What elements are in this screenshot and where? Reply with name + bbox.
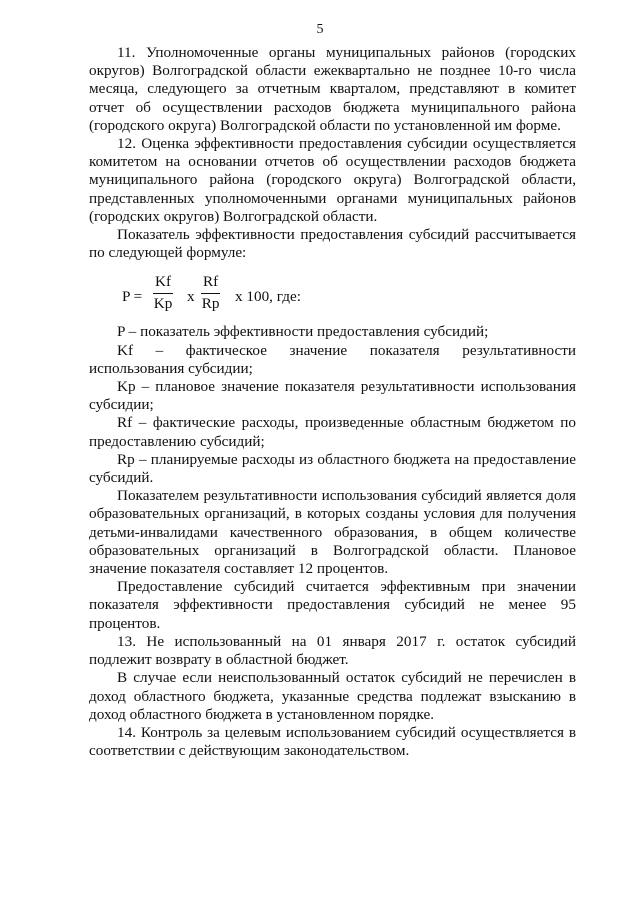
formula-numerator-kf: Kf: [153, 273, 173, 293]
formula-tail: x 100, где:: [235, 288, 301, 306]
definition-kf: Kf – фактическое значение показателя результативности использования субсидии;: [89, 341, 576, 377]
formula-numerator-rf: Rf: [201, 273, 220, 293]
definition-p: P – показатель эффективности предоставления субсидий;: [117, 323, 489, 341]
definition-rp: Rp – планируемые расходы из областного бюджета на предоставление субсидий.: [89, 450, 576, 487]
paragraph-14-control: 14. Контроль за целевым использованием субсидий осуществляется в соответствии с действующим законодательством.: [89, 723, 576, 760]
formula-fraction-r: [201, 273, 220, 312]
paragraph-formula-intro: Показатель эффективности предоставления субсидий рассчитывается по следующей формуле:: [89, 226, 576, 262]
formula-lhs: P =: [122, 288, 143, 306]
paragraph-13-return: 13. Не использованный на 01 января 2017 г. остаток субсидий подлежит возврату в областной бюджет.: [89, 632, 576, 669]
document-body: [89, 44, 576, 760]
definition-rf: Rf – фактические расходы, произведенные областным бюджетом по предоставлению субсидий;: [89, 414, 576, 450]
paragraph-result-indicator: Показателем результативности использования субсидий является доля образовательных организаций, в которых созданы условия для получения детьми-инвалидами качественного образования, в общем количестве образовательных организаций в Волгоградской области. Плановое значение показателя составляет 12 процентов.: [89, 487, 576, 578]
formula-fraction-k: [153, 273, 173, 312]
page-number: 5: [316, 22, 324, 37]
efficiency-formula: [89, 272, 576, 318]
paragraph-12-evaluation: 12. Оценка эффективности предоставления субсидии осуществляется комитетом на основании отчетов об осуществлении расходов бюджета муниципального района (городского округа) Волгоградской области, представленных уполномоченными органами муниципальных районов (городских округов) Волгоградской области.: [89, 135, 576, 225]
formula-denominator-kp: Kp: [153, 294, 173, 312]
paragraph-recovery: В случае если неиспользованный остаток субсидий не перечислен в доход областного бюджета, указанные средства подлежат взысканию в доход областного бюджета в установленном порядке.: [89, 669, 576, 723]
paragraph-11-reporting: 11. Уполномоченные органы муниципальных районов (городских округов) Волгоградской области ежеквартально не позднее 10-го числа месяца, следующего за отчетным кварталом, представляют в комитет отчет об осуществлении расходов бюджета муниципального района (городского округа) Волгоградской области по установленной им форме.: [89, 44, 576, 134]
formula-denominator-rp: Rp: [201, 294, 220, 312]
formula-multiply-sign: x: [187, 288, 195, 306]
paragraph-efficiency-threshold: Предоставление субсидий считается эффективным при значении показателя эффективности предоставления субсидий не менее 95 процентов.: [89, 578, 576, 632]
definition-kp: Kp – плановое значение показателя результативности использования субсидии;: [89, 378, 576, 414]
